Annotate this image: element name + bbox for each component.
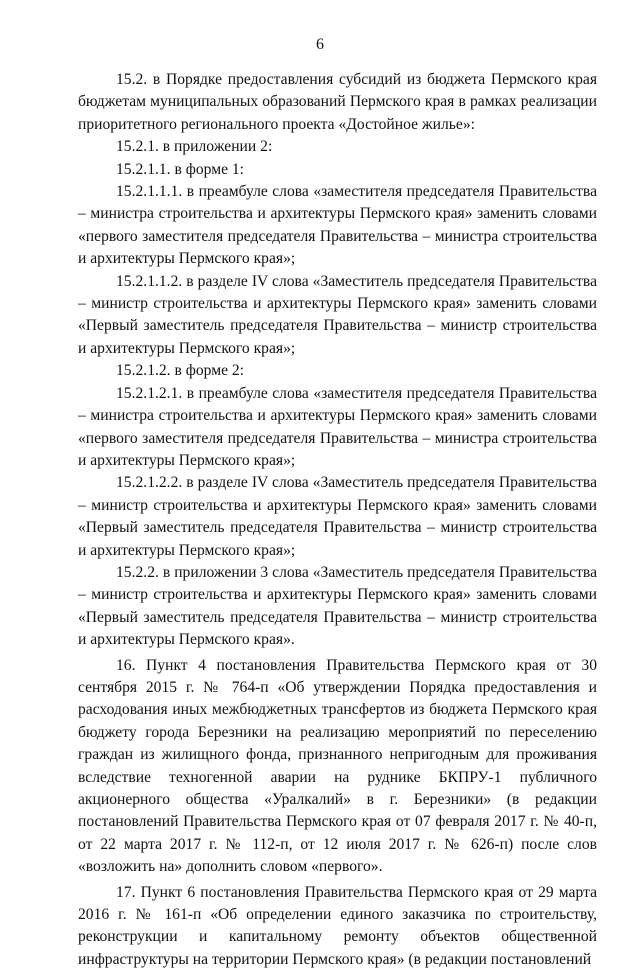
paragraph-15-2: 15.2. в Порядке предоставления субсидий из бюджета Пермского края бюджетам муниципальных образований Пермского края в рамках реализации приоритетного регионального проекта «Достойное жилье»: — [78, 71, 597, 133]
page-number: 6 — [316, 36, 324, 53]
paragraph-15-2-1: 15.2.1. в приложении 2: — [116, 138, 273, 156]
paragraph-16: 16. Пункт 4 постановления Правительства Пермского края от 30 сентября 2015 г. № 764-п «Об утверждении Порядка предоставления и расходования иных межбюджетных трансфертов из бюджета Пермского края бюджету города Березники на реализацию мероприятий по переселению граждан из жилищного фонда, признанного непригодным для проживания вследствие техногенной аварии на руднике БКПРУ-1 публичного акционерного общества «Уралкалий» в г. Березники» (в редакции постановлений Правительства Пермского края от 07 февраля 2017 г. № 40-п, от 22 марта 2017 г. № 112-п, от 12 июля 2017 г. № 626-п) после слов «возложить на» дополнить словом «первого». — [78, 656, 597, 876]
paragraph-15-2-1-1-1: 15.2.1.1.1. в преамбуле слова «заместителя председателя Правительства – министра строительства и архитектуры Пермского края» заменить словами «первого заместителя председателя Правительства – министра строительства и архитектуры Пермского края»; — [78, 183, 597, 268]
document-body — [78, 69, 597, 971]
paragraph-15-2-1-2-2: 15.2.1.2.2. в разделе IV слова «Заместитель председателя Правительства – министр строительства и архитектуры Пермского края» заменить словами «Первый заместитель председателя Правительства – министр строительства и архитектуры Пермского края»; — [78, 474, 597, 559]
paragraph-15-2-2: 15.2.2. в приложении 3 слова «Заместитель председателя Правительства – министр строительства и архитектуры Пермского края» заменить словами «Первый заместитель председателя Правительства – министр строительства и архитектуры Пермского края». — [78, 563, 597, 649]
paragraph-15-2-1-2: 15.2.1.2. в форме 2: — [116, 362, 245, 380]
paragraph-17: 17. Пункт 6 постановления Правительства Пермского края от 29 марта 2016 г. № 161-п «Об определении единого заказчика по строительству, реконструкции и капитальному ремонту объектов общественной инфраструктуры на территории Пермского края» (в редакции постановлений — [78, 883, 597, 968]
paragraph-15-2-1-1: 15.2.1.1. в форме 1: — [116, 160, 245, 178]
paragraph-15-2-1-2-1: 15.2.1.2.1. в преамбуле слова «заместителя председателя Правительства – министра строительства и архитектуры Пермского края» заменить словами «первого заместителя председателя Правительства – министра строительства и архитектуры Пермского края»; — [78, 384, 597, 469]
paragraph-15-2-1-1-2: 15.2.1.1.2. в разделе IV слова «Заместитель председателя Правительства – министр строительства и архитектуры Пермского края» заменить словами «Первый заместитель председателя Правительства – министр строительства и архитектуры Пермского края»; — [78, 272, 597, 357]
